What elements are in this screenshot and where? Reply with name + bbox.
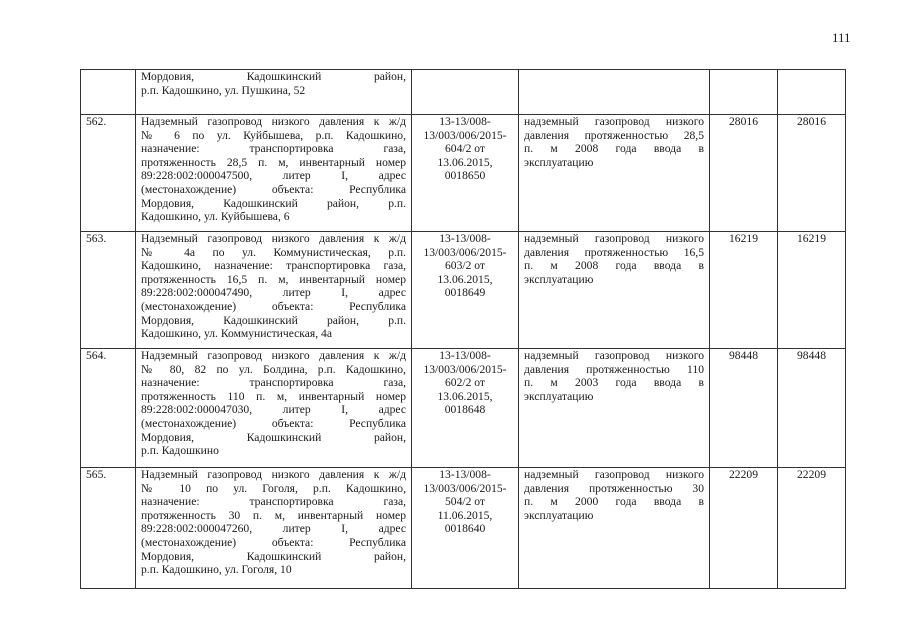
description-line: Мордовия, Кадошкинский район, <box>141 430 406 444</box>
description-line: Надземный газопровод низкого давления к ж/д <box>141 468 406 481</box>
value-1: 16219 <box>710 232 778 349</box>
info-line: давления протяженностью 110 <box>524 362 704 376</box>
value-2: 28016 <box>778 115 846 232</box>
registration-line: 13/003/006/2015- <box>423 245 507 259</box>
row-number-cell <box>81 70 136 115</box>
description-cell <box>136 232 412 349</box>
row-number: 563. <box>81 232 136 349</box>
description-line: Мордовия, Кадошкинский район, <box>141 70 406 83</box>
info-line: давления протяженностью 30 <box>524 481 704 495</box>
description-line: протяженность 16,5 п. м, инвентарный номер <box>141 272 406 286</box>
description-line: Надземный газопровод низкого давления к ж/д <box>141 115 406 128</box>
description-line: назначение: транспортировка газа, <box>141 495 406 509</box>
registration-line: 0018650 <box>444 169 486 183</box>
info-line: давления протяженностью 16,5 <box>524 245 704 259</box>
registration-line: 603/2 от <box>444 259 486 273</box>
info-line: эксплуатацию <box>524 389 594 403</box>
description-line: № 10 по ул. Гоголя, р.п. Кадошкино, <box>141 481 406 495</box>
info-line: п. м 2008 года ввода в <box>524 142 704 156</box>
value-1: 28016 <box>710 115 778 232</box>
description-line: протяженность 110 п. м, инвентарный номер <box>141 389 406 403</box>
description-line: Кадошкино, ул. Куйбышева, 6 <box>141 210 290 224</box>
property-registry-table <box>80 69 846 589</box>
info-cell <box>519 468 710 589</box>
info-cell <box>519 70 710 115</box>
registration-line: 13.06.2015, <box>437 155 493 169</box>
description-line: 89:228:002:000047500, литер I, адрес <box>141 169 406 183</box>
info-line: надземный газопровод низкого <box>524 232 704 245</box>
info-cell <box>519 232 710 349</box>
description-cell <box>136 70 412 115</box>
description-line: № 6 по ул. Куйбышева, р.п. Кадошкино, <box>141 128 406 142</box>
description-line: 89:228:002:000047490, литер I, адрес <box>141 286 406 300</box>
description-line: 89:228:002:000047260, литер I, адрес <box>141 522 406 536</box>
registration-line: 13-13/008- <box>439 468 491 481</box>
description-line: Надземный газопровод низкого давления к ж/д <box>141 349 406 362</box>
description-line: (местонахождение) объекта: Республика <box>141 182 406 196</box>
description-cell <box>136 468 412 589</box>
info-line: надземный газопровод низкого <box>524 115 704 128</box>
description-line: р.п. Кадошкино, ул. Гоголя, 10 <box>141 563 292 577</box>
table-row <box>81 232 846 349</box>
registration-cell <box>412 468 519 589</box>
description-line: Мордовия, Кадошкинский район, р.п. <box>141 196 406 210</box>
description-line: протяженность 28,5 п. м, инвентарный номер <box>141 155 406 169</box>
description-line: (местонахождение) объекта: Республика <box>141 535 406 549</box>
registration-line: 13.06.2015, <box>437 272 493 286</box>
info-line: п. м 2000 года ввода в <box>524 495 704 509</box>
info-line: эксплуатацию <box>524 508 594 522</box>
value-1-cell <box>710 70 778 115</box>
registration-cell <box>412 232 519 349</box>
description-line: № 4а по ул. Коммунистическая, р.п. <box>141 245 406 259</box>
registration-line: 0018640 <box>444 522 486 536</box>
row-number: 565. <box>81 468 136 589</box>
description-line: 89:228:002:000047030, литер I, адрес <box>141 403 406 417</box>
registration-line: 13-13/008- <box>439 115 491 128</box>
value-2: 98448 <box>778 349 846 468</box>
value-1: 98448 <box>710 349 778 468</box>
description-line: № 80, 82 по ул. Болдина, р.п. Кадошкино, <box>141 362 406 376</box>
description-line: назначение: транспортировка газа, <box>141 142 406 156</box>
info-line: п. м 2003 года ввода в <box>524 376 704 390</box>
table-row <box>81 349 846 468</box>
registration-line: 504/2 от <box>444 495 486 509</box>
value-2: 16219 <box>778 232 846 349</box>
row-number: 564. <box>81 349 136 468</box>
registration-line: 0018648 <box>444 403 486 417</box>
info-line: надземный газопровод низкого <box>524 468 704 481</box>
info-line: надземный газопровод низкого <box>524 349 704 362</box>
info-cell <box>519 349 710 468</box>
info-line: п. м 2008 года ввода в <box>524 259 704 273</box>
description-line: р.п. Кадошкино <box>141 444 219 458</box>
value-1: 22209 <box>710 468 778 589</box>
registration-line: 13/003/006/2015- <box>423 481 507 495</box>
table-row <box>81 468 846 589</box>
registration-line: 0018649 <box>444 286 486 300</box>
registration-line: 11.06.2015, <box>437 508 493 522</box>
description-line: протяженность 30 п. м, инвентарный номер <box>141 508 406 522</box>
value-2: 22209 <box>778 468 846 589</box>
registration-cell <box>412 70 519 115</box>
page-number: 111 <box>832 30 851 45</box>
registration-cell <box>412 349 519 468</box>
value-2-cell <box>778 70 846 115</box>
registration-line: 13-13/008- <box>439 349 491 362</box>
row-number: 562. <box>81 115 136 232</box>
info-cell <box>519 115 710 232</box>
description-line: Кадошкино, ул. Коммунистическая, 4а <box>141 327 332 341</box>
description-line: Мордовия, Кадошкинский район, р.п. <box>141 313 406 327</box>
registration-line: 13/003/006/2015- <box>423 128 507 142</box>
description-line: (местонахождение) объекта: Республика <box>141 416 406 430</box>
description-line: Мордовия, Кадошкинский район, <box>141 549 406 563</box>
description-line: Надземный газопровод низкого давления к ж/д <box>141 232 406 245</box>
description-line: р.п. Кадошкино, ул. Пушкина, 52 <box>141 83 306 97</box>
registration-line: 604/2 от <box>444 142 486 156</box>
registration-line: 13-13/008- <box>439 232 491 245</box>
registration-cell <box>412 115 519 232</box>
registration-line: 602/2 от <box>444 376 486 390</box>
table-row <box>81 115 846 232</box>
registration-line: 13/003/006/2015- <box>423 362 507 376</box>
description-line: назначение: транспортировка газа, <box>141 376 406 390</box>
description-cell <box>136 349 412 468</box>
description-line: Кадошкино, назначение: транспортировка газа, <box>141 259 406 273</box>
description-cell <box>136 115 412 232</box>
info-line: давления протяженностью 28,5 <box>524 128 704 142</box>
info-line: эксплуатацию <box>524 272 594 286</box>
registration-line: 13.06.2015, <box>437 389 493 403</box>
info-line: эксплуатацию <box>524 155 594 169</box>
description-line: (местонахождение) объекта: Республика <box>141 299 406 313</box>
table-row-continuation <box>81 70 846 115</box>
